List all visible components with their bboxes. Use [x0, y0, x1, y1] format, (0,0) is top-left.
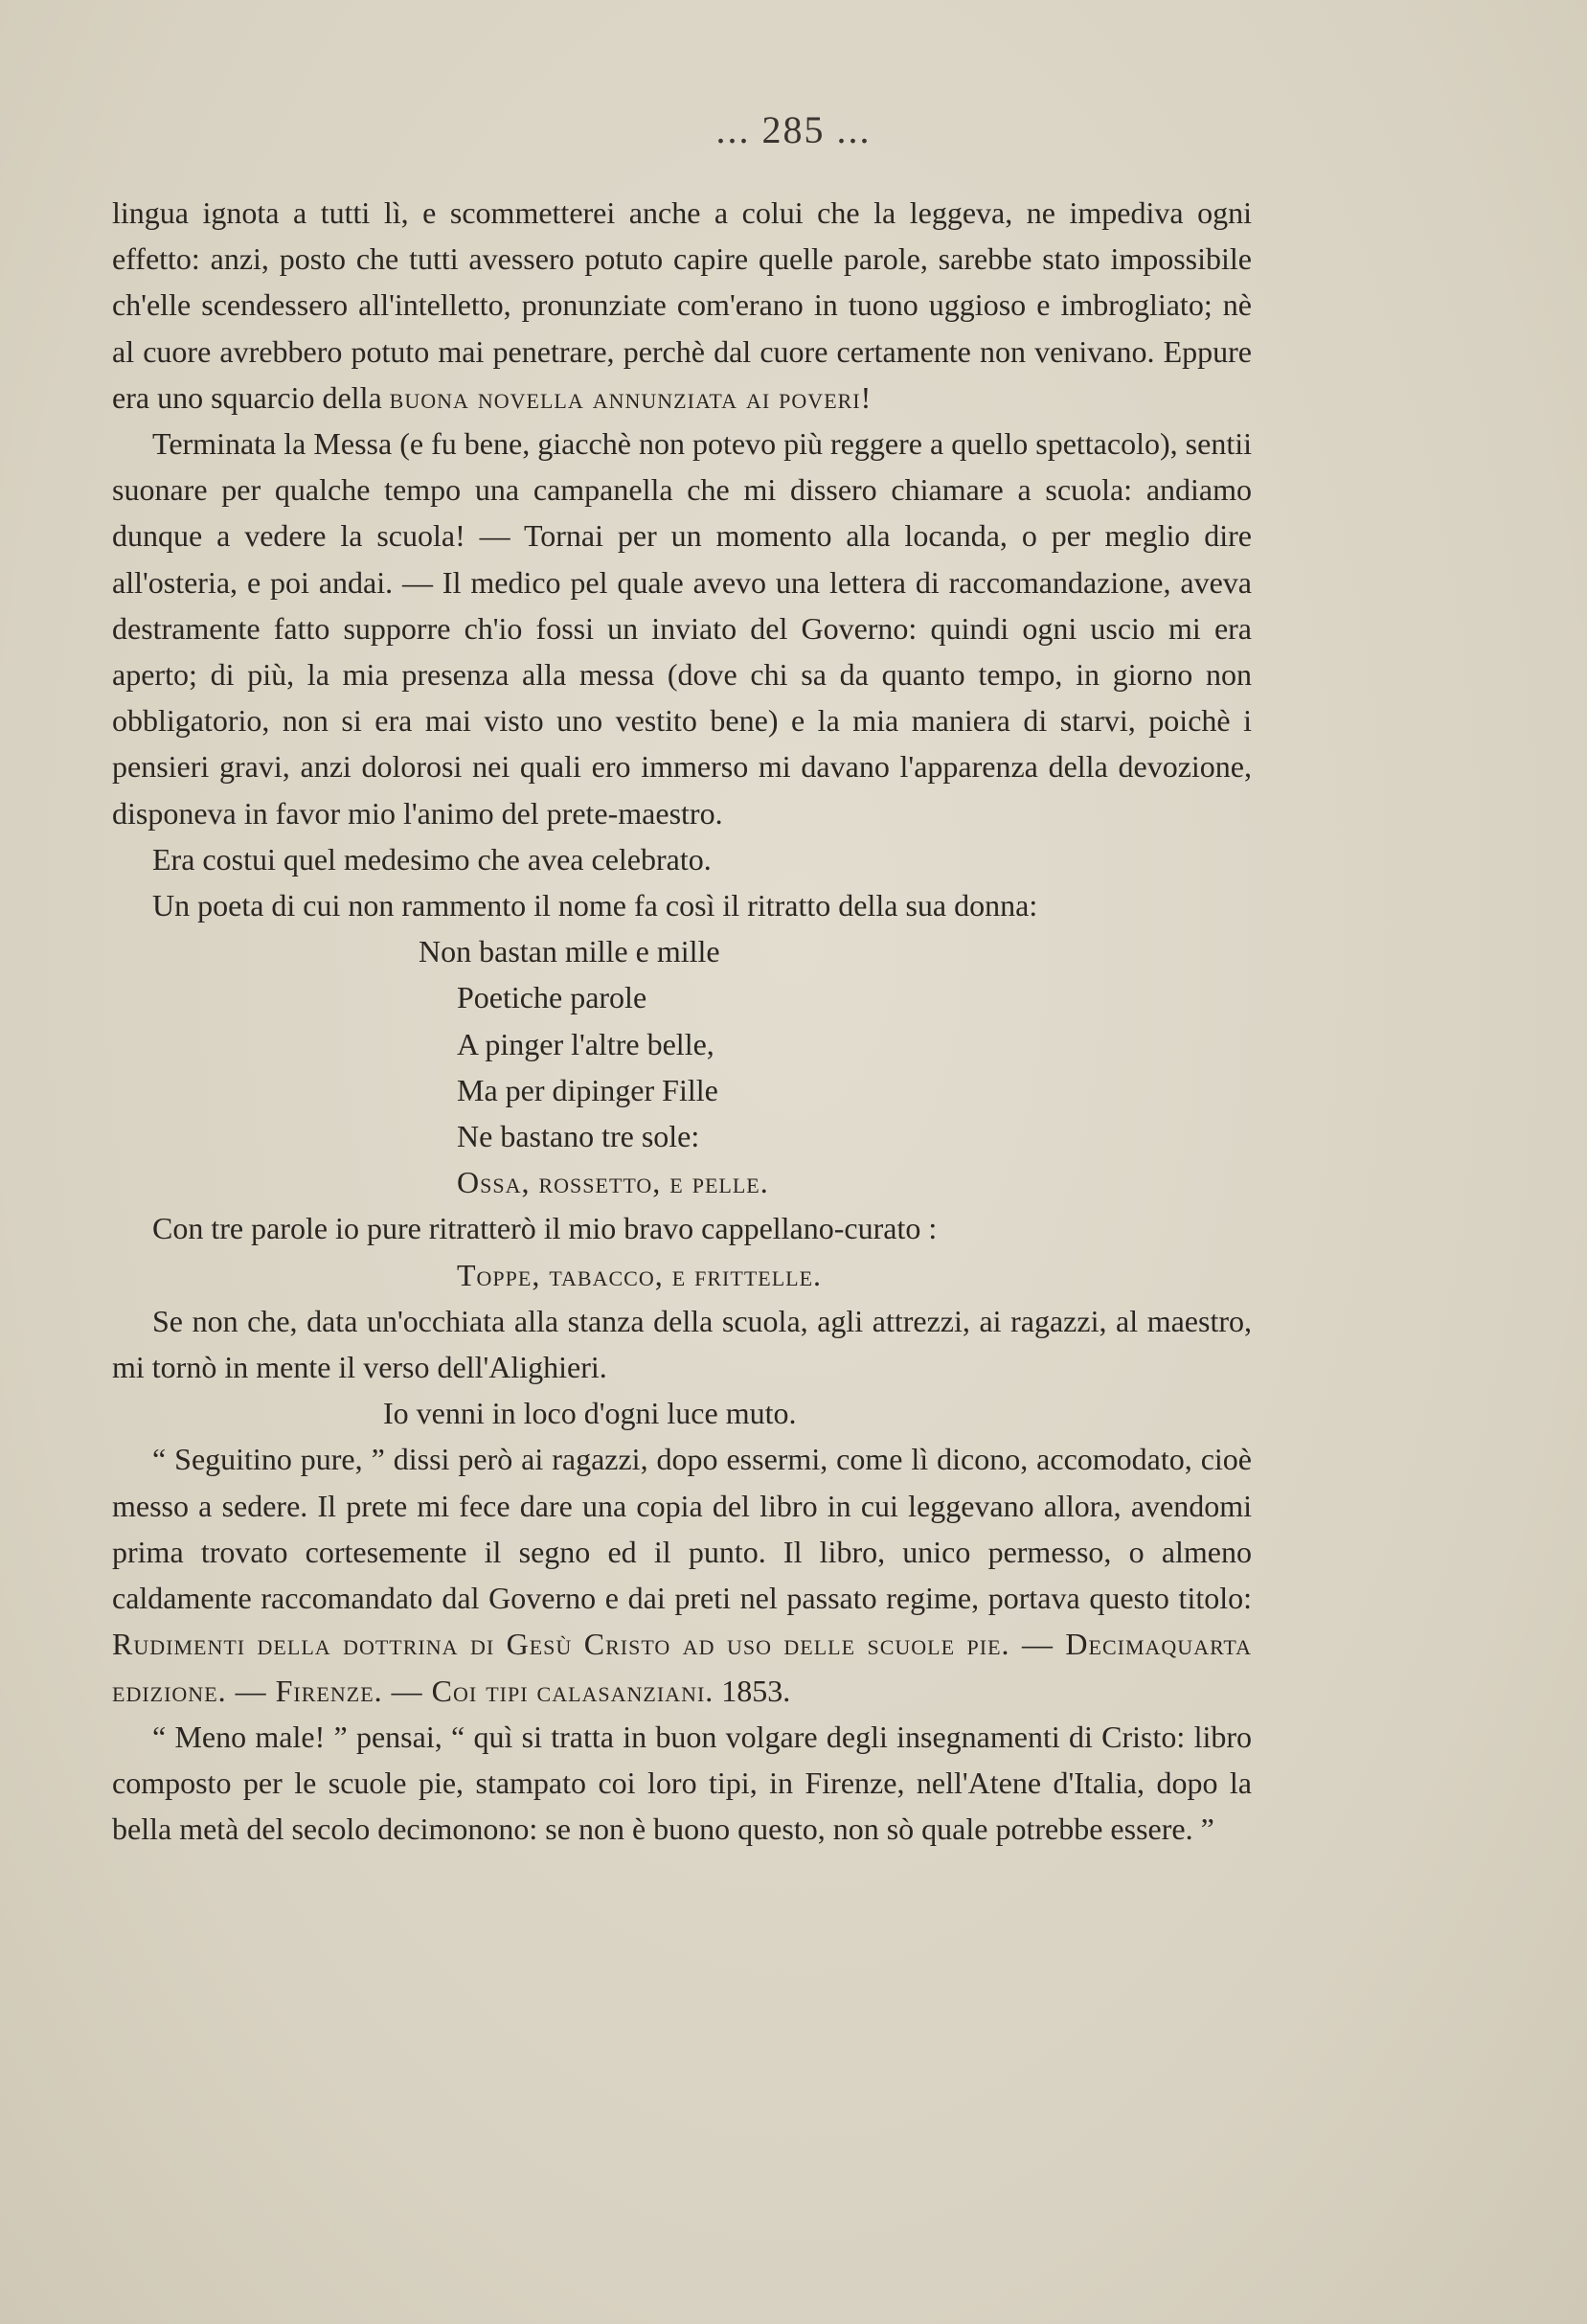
- verse-line-6: Ossa, rossetto, e pelle.: [457, 1165, 769, 1200]
- book-year: 1853.: [714, 1673, 791, 1708]
- verse-line-4: Ma per dipinger Fille: [457, 1072, 718, 1107]
- paragraph-7-text: “ Seguitino pure, ” dissi però ai ragazzi, dopo essermi, come lì dicono, accomodato, cioè messo a sedere. Il prete mi fece dare una copia del libro in cui leggevano allora, avendomi prima trovato cortesemente il segno ed il punto. Il libro, unico permesso, o almeno caldamente raccomandato dal Governo e dai preti nel passato regime, portava questo titolo:: [112, 1442, 1252, 1616]
- paragraph-1: [112, 190, 1252, 421]
- paragraph-1-text: lingua ignota a tutti lì, e scommetterei anche a colui che la leggeva, ne impediva ogni effetto: anzi, posto che tutti avessero potuto capire quelle parole, sarebbe stato impossibile ch'elle scendessero all'intelletto, pronunziate com'erano in tuono uggioso e imbrogliato; nè al cuore avrebbero potuto mai penetrare, perchè dal cuore certamente non venivano. Eppure era uno squarcio della: [112, 195, 1252, 415]
- dante-quote: Io venni in loco d'ogni luce muto.: [383, 1396, 797, 1431]
- verse-line-2: Poetiche parole: [457, 980, 647, 1015]
- paragraph-5-verse: Toppe, tabacco, e frittelle.: [457, 1257, 823, 1292]
- paragraph-3: Era costui quel medesimo che avea celebrato.: [152, 841, 712, 877]
- paragraph-7: [112, 1436, 1252, 1713]
- verse-line-1: Non bastan mille e mille: [419, 934, 720, 969]
- paragraph-2: Terminata la Messa (e fu bene, giacchè non potevo più reggere a quello spettacolo), sentii suonare per qualche tempo una campanella che mi dissero chiamare a scuola: andiamo dunque a vedere la scuola! — Tornai per un momento alla locanda, o per meglio dire all'osteria, e poi andai. — Il medico pel quale avevo una lettera di raccomandazione, aveva destramente fatto supporre ch'io fossi un inviato del Governo: quindi ogni uscio mi era aperto; di più, la mia presenza alla messa (dove chi sa da quanto tempo, in giorno non obbligatorio, non si era mai visto uno vestito bene) e la mia maniera di starvi, poichè i pensieri gravi, anzi dolorosi nei quali ero immerso mi davano l'apparenza della devozione, disponeva in favor mio l'animo del prete-maestro.: [112, 426, 1252, 831]
- page-number: ... 285 ...: [715, 108, 872, 151]
- paragraph-4: Un poeta di cui non rammento il nome fa così il ritratto della sua donna:: [152, 888, 1038, 923]
- paragraph-5: Con tre parole io pure ritratterò il mio bravo cappellano-curato :: [152, 1211, 938, 1246]
- verse-line-3: A pinger l'altre belle,: [457, 1026, 714, 1061]
- body-text: [112, 190, 1252, 1852]
- paragraph-1-end: !: [860, 379, 872, 415]
- paragraph-8: “ Meno male! ” pensai, “ quì si tratta in buon volgare degli insegnamenti di Cristo: libro composto per le scuole pie, stampato coi loro tipi, in Firenze, nell'Atene d'Italia, dopo la bella metà del secolo decimonono: se non è buono questo, non sò quale potrebbe essere. ”: [112, 1719, 1252, 1847]
- verse-line-5: Ne bastano tre sole:: [457, 1119, 700, 1154]
- book-title: Rudimenti della dottrina di Gesù Cristo ad uso delle scuole pie. — Decimaquarta edizione. — Firenze. — Coi tipi calasanziani.: [112, 1627, 1252, 1708]
- paragraph-1-smallcaps: buona novella annunziata ai poveri: [389, 379, 861, 415]
- paragraph-6: Se non che, data un'occhiata alla stanza della scuola, agli attrezzi, ai ragazzi, al maestro, mi tornò in mente il verso dell'Alighieri.: [112, 1303, 1252, 1385]
